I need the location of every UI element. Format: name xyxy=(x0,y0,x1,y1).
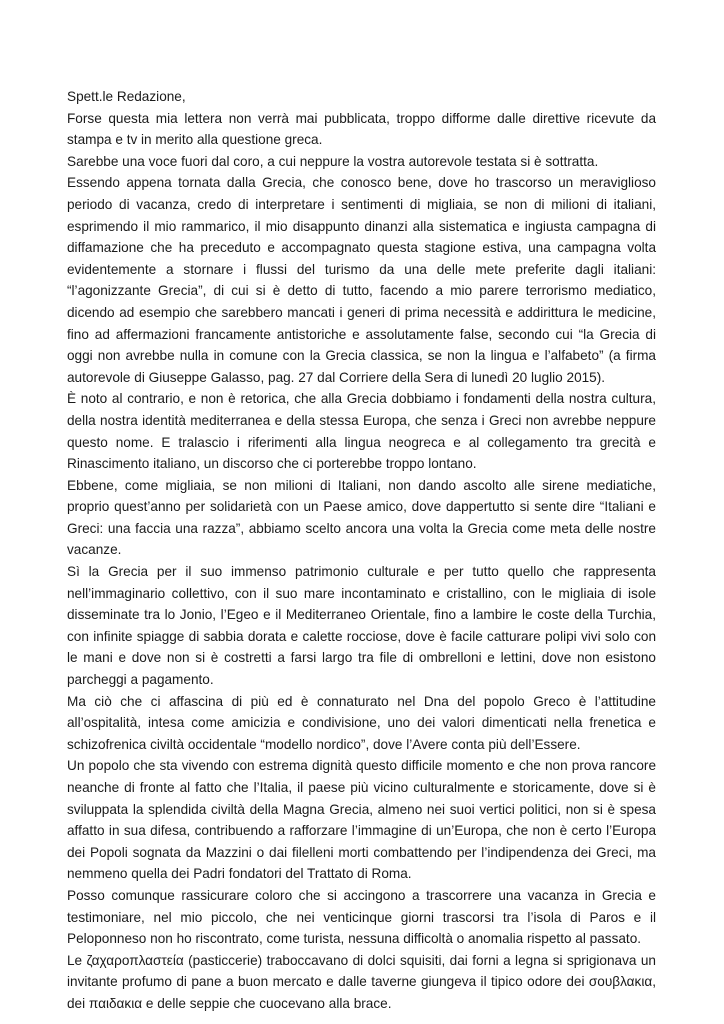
paragraph-heritage: Sì la Grecia per il suo immenso patrimonio culturale e per tutto quello che rappresenta nell’immaginario collettivo, con il suo mare incontaminato e cristallino, con le migliaia di isole disseminate tra lo Jonio, l’Egeo e il Mediterraneo Orientale, fino a lambire le coste della Turchia, con infinite spiagge di sabbia dorata e calette rocciose, dove è facile catturare polipi vivi solo con le mani e dove non si è costretti a farsi largo tra file di ombrelloni e lettini, dove non esistono parcheggi a pagamento. xyxy=(67,564,656,688)
salutation: Spett.le Redazione, xyxy=(67,89,186,104)
paragraph-intro: Forse questa mia lettera non verrà mai pubblicata, troppo difforme dalle direttive ricevute da stampa e tv in merito alla questione greca. xyxy=(67,110,656,148)
paragraph-culture: È noto al contrario, e non è retorica, che alla Grecia dobbiamo i fondamenti della nostra cultura, della nostra identità mediterranea e della stessa Europa, che senza i Greci non avrebbe neppure questo nome. E tralascio i riferimenti alla lingua neogreca e al collegamento tra grecità e Rinascimento italiano, un discorso che ci porterebbe troppo lontano. xyxy=(67,391,656,472)
paragraph-solidarity: Ebbene, come migliaia, se non milioni di Italiani, non dando ascolto alle sirene mediatiche, proprio quest’anno per solidarietà con un Paese amico, dove dappertutto si sente dire “Italiani e Greci: una faccia una razza”, abbiamo scelto ancora una volta la Grecia come meta delle nostre vacanze. xyxy=(67,477,656,558)
paragraph-reassurance: Posso comunque rassicurare coloro che si accingono a trascorrere una vacanza in Grecia e testimoniare, nel mio piccolo, che nei venticinque giorni trascorsi tra l’isola di Paros e il Peloponneso non ho riscontrato, come turista, nessuna difficoltà o anomalia rispetto al passato. xyxy=(67,887,656,947)
paragraph-dignity: Un popolo che sta vivendo con estrema dignità questo difficile momento e che non prova rancore neanche di fronte al fatto che l’Italia, il paese più vicino culturalmente e storicamente, dove si è sviluppata la splendida civiltà della Magna Grecia, almeno nei suoi vertici politici, non si è spesa affatto in sua difesa, contribuendo a rafforzare l’immagine di un’Europa, che non è certo l’Europa dei Popoli sognata da Mazzini o dai filelleni morti combattendo per l’indipendenza dei Greci, ma nemmeno quella dei Padri fondatori del Trattato di Roma. xyxy=(67,758,656,882)
paragraph-voice: Sarebbe una voce fuori dal coro, a cui neppure la vostra autorevole testata si è sottratta. xyxy=(67,153,599,169)
letter-document xyxy=(67,86,656,1015)
paragraph-food: Le ζαχαροπλαστεία (pasticcerie) traboccavano di dolci squisiti, dai forni a legna si sprigionava un invitante profumo di pane a buon mercato e dalle taverne giungeva il tipico odore dei σουβλακια, dei παιδακια e delle seppie che cuocevano alla brace. xyxy=(67,952,656,1011)
paragraph-campaign: Essendo appena tornata dalla Grecia, che conosco bene, dove ho trascorso un meraviglioso periodo di vacanza, credo di interpretare i sentimenti di migliaia, se non di milioni di italiani, esprimendo il mio rammarico, il mio disappunto dinanzi alla sistematica e ingiusta campagna di diffamazione che ha preceduto e accompagnato questa stagione estiva, una campagna volta evidentemente a stornare i flussi del turismo da una delle mete preferite dagli italiani: “l’agonizzante Grecia”, di cui si è detto di tutto, facendo a mio parere terrorismo mediatico, dicendo ad esempio che sarebbero mancati i generi di prima necessità e addirittura le medicine, fino ad affermazioni francamente antistoriche e assolutamente false, secondo cui “la Grecia di oggi non avrebbe nulla in comune con la Grecia classica, se non la lingua e l’alfabeto” (a firma autorevole di Giuseppe Galasso, pag. 27 dal Corriere della Sera di lunedì 20 luglio 2015). xyxy=(67,175,656,385)
paragraph-hospitality: Ma ciò che ci affascina di più ed è connaturato nel Dna del popolo Greco è l’attitudine all’ospitalità, intesa come amicizia e condivisione, uno dei valori dimenticati nella frenetica e schizofrenica civiltà occidentale “modello nordico”, dove l’Avere conta più dell’Essere. xyxy=(67,693,656,752)
